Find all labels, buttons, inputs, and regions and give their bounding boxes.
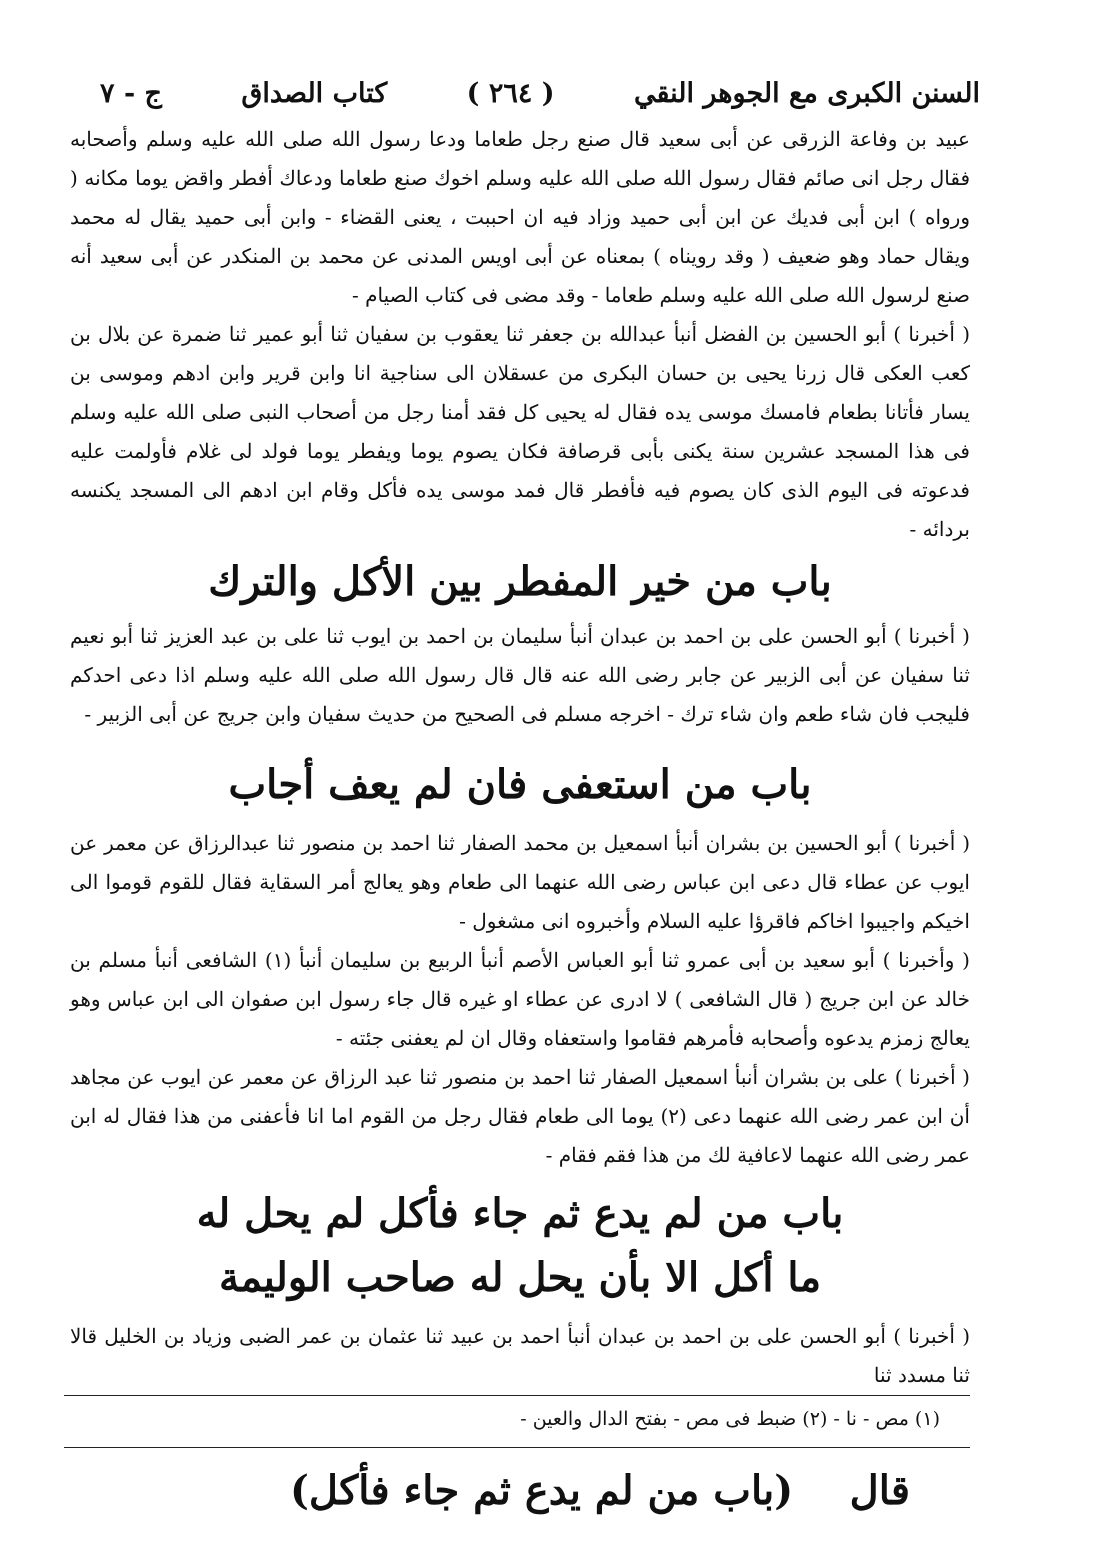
footnote-divider bbox=[64, 1395, 970, 1396]
bottom-divider bbox=[64, 1447, 970, 1448]
volume-number: ج - ٧ bbox=[100, 77, 162, 109]
page-number: ( ٢٦٤ ) bbox=[466, 77, 555, 109]
commentary-title: (باب من لم يدع ثم جاء فأكل) bbox=[290, 1466, 794, 1514]
paragraph-4: ( أخبرنا ) أبو الحسين بن بشران أنبأ اسمعيل بن محمد الصفار ثنا احمد بن منصور ثنا عبدالرزاق عن معمر عن ايوب عن عطاء قال دعى ابن عباس رضى الله عنهما الى طعام وهو يعالج أمر السقاية فقال للقوم قوموا الى اخيكم واجيبوا اخاكم فاقرؤا عليه السلام وأخبروه انى مشغول - bbox=[70, 831, 970, 933]
paragraph-5: ( وأخبرنا ) أبو سعيد بن أبى عمرو ثنا أبو العباس الأصم أنبأ الربيع بن سليمان أنبأ (١) الشافعى أنبأ مسلم بن خالد عن ابن جريج ( قال الشافعى ) لا ادرى عن عطاء او غيره قال جاء رسول ابن صفوان الى ابن عباس وهو يعالج زمزم يدعوه وأصحابه فأمرهم فقاموا واستعفاه وقال ان لم يعفنى جئته - bbox=[70, 948, 970, 1050]
running-header bbox=[100, 70, 980, 116]
footnote: (١) مص - نا - (٢) ضبط فى مص - بفتح الدال والعين - bbox=[520, 1408, 940, 1430]
book-title: السنن الكبرى مع الجوهر النقي bbox=[633, 77, 980, 109]
paragraph-7: ( أخبرنا ) أبو الحسن على بن احمد بن عبدان أنبأ احمد بن عبيد ثنا عثمان بن عمر الضبى وزياد بن الخليل قالا ثنا مسدد ثنا bbox=[70, 1324, 970, 1387]
commentary-heading bbox=[290, 1460, 910, 1520]
paragraph-6: ( أخبرنا ) على بن بشران أنبأ اسمعيل الصفار ثنا احمد بن منصور ثنا عبد الرزاق عن معمر عن ايوب عن مجاهد أن ابن عمر رضى الله عنهما دعى (٢) يوما الى طعام فقال رجل من القوم اما انا فأعفنى من هذا فقال له ابن عمر رضى الله عنهما لاعافية لك من هذا فقم فقام - bbox=[70, 1065, 970, 1167]
chapter-title: كتاب الصداق bbox=[241, 77, 388, 109]
paragraph-1: عبيد بن وفاعة الزرقى عن أبى سعيد قال صنع رجل طعاما ودعا رسول الله صلى الله عليه وسلم وأصحابه فقال رجل انى صائم فقال رسول الله صلى الله عليه وسلم اخوك صنع طعاما ودعاك أفطر واقض يوما مكانه ( ورواه ) ابن أبى فديك عن ابن أبى حميد وزاد فيه ان احببت ، يعنى القضاء - وابن أبى حميد يقال له محمد ويقال حماد وهو ضعيف ( وقد رويناه ) بمعناه عن أبى اويس المدنى عن محمد بن المنكدر عن أبى سعيد أنه صنع لرسول الله صلى الله عليه وسلم طعاما - وقد مضى فى كتاب الصيام - bbox=[70, 127, 970, 307]
paragraph-2: ( أخبرنا ) أبو الحسين بن الفضل أنبأ عبدالله بن جعفر ثنا يعقوب بن سفيان ثنا أبو عمير ثنا ضمرة عن بلال بن كعب العكى قال زرنا يحيى بن حسان البكرى من عسقلان الى سناجية انا وابن قرير وابن ادهم وموسى بن يسار فأتانا بطعام فامسك موسى يده فقال له يحيى كل فقد أمنا رجل من أصحاب النبى صلى الله عليه وسلم فى هذا المسجد عشرين سنة يكنى بأبى قرصافة فكان يصوم يوما ويفطر يوما فولد لى غلام فأولمت عليه فدعوته فى اليوم الذى كان يصوم فيه فأفطر قال فمد موسى يده فأكل وقام ابن ادهم الى المسجد يكنسه بردائه - bbox=[70, 322, 970, 541]
paragraph-3: ( أخبرنا ) أبو الحسن على بن احمد بن عبدان أنبأ سليمان بن احمد بن ايوب ثنا على بن عبد العزيز ثنا أبو نعيم ثنا سفيان عن أبى الزبير عن جابر رضى الله عنه قال قال رسول الله صلى الله عليه وسلم اذا دعى احدكم فليجب فان شاء طعم وان شاء ترك - اخرجه مسلم فى الصحيح من حديث سفيان وابن جريج عن أبى الزبير - bbox=[70, 624, 970, 726]
section-heading-1: باب من خير المفطر بين الأكل والترك bbox=[208, 558, 832, 605]
section-heading-3-line-1: باب من لم يدع ثم جاء فأكل لم يحل له bbox=[196, 1190, 844, 1237]
commentary-label: قال bbox=[849, 1466, 910, 1514]
section-heading-2: باب من استعفى فان لم يعف أجاب bbox=[228, 761, 812, 808]
main-text bbox=[70, 120, 970, 1385]
section-heading-3-line-2: ما أكل الا بأن يحل له صاحب الوليمة bbox=[219, 1254, 821, 1301]
